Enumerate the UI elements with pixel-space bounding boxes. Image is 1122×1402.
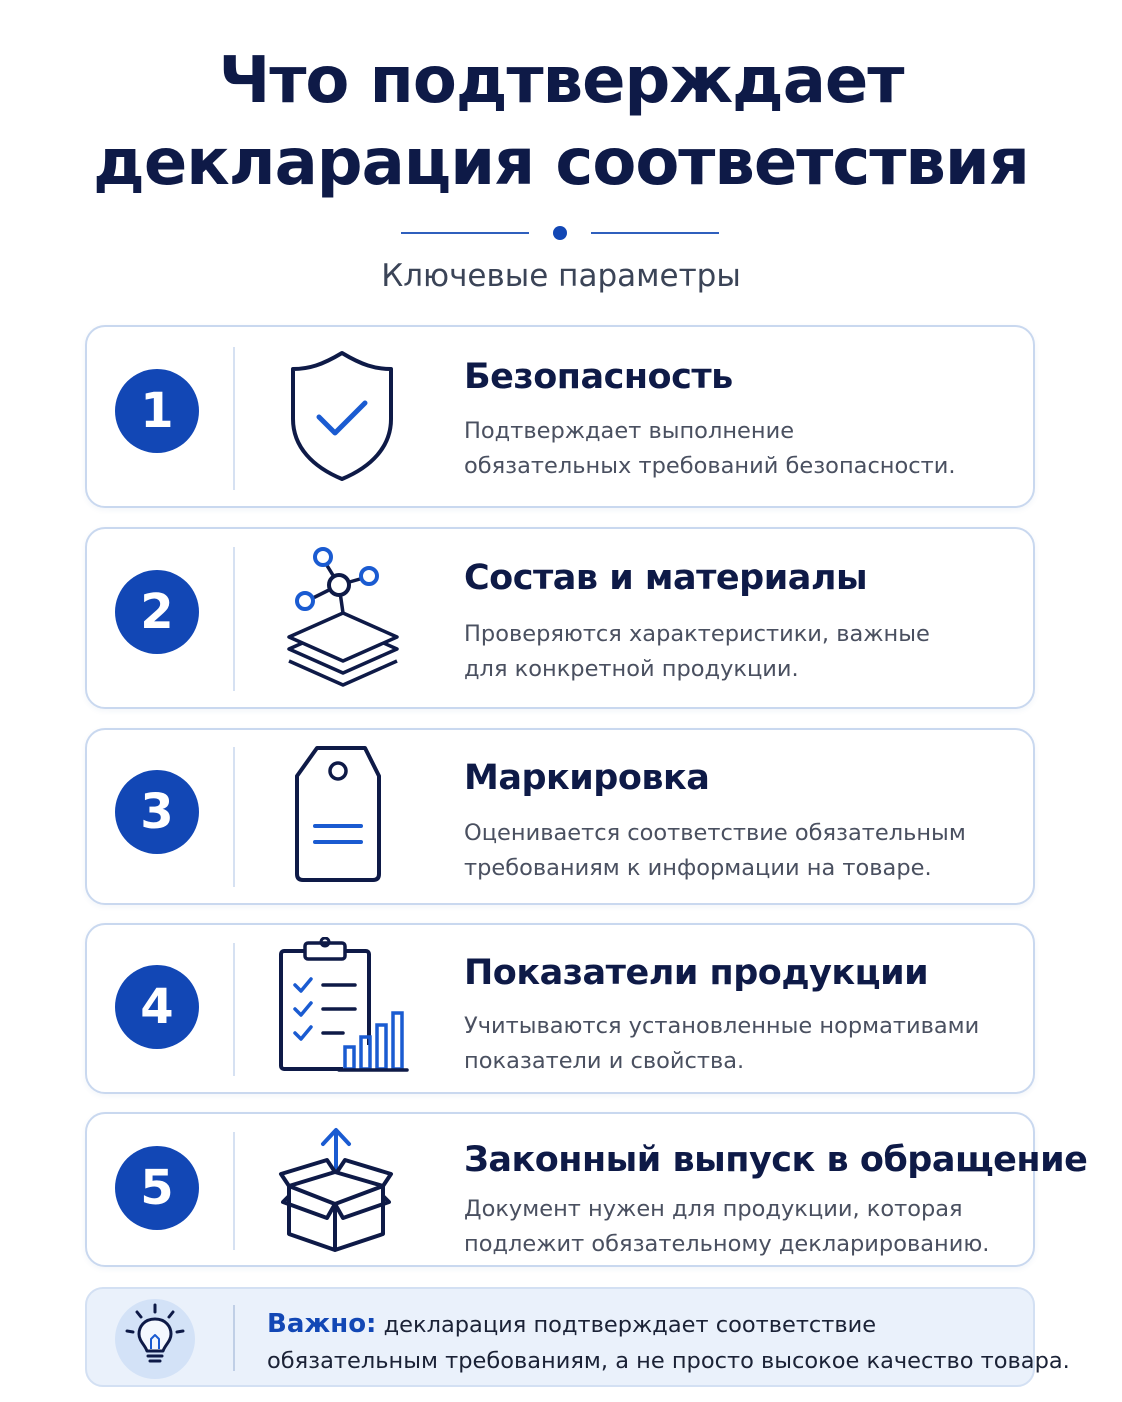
card-description-line-2: обязательных требований безопасности. bbox=[464, 453, 956, 479]
divider-line-left bbox=[401, 232, 529, 234]
card-description-line-1: Подтверждает выполнение bbox=[464, 418, 795, 444]
parameter-card-market-release bbox=[85, 1112, 1088, 1267]
tag-label-icon bbox=[267, 746, 417, 886]
lightbulb-icon bbox=[115, 1299, 195, 1379]
card-description-line-2: подлежит обязательному декларированию. bbox=[464, 1231, 990, 1257]
page-title-line-1: Что подтверждает bbox=[218, 44, 904, 118]
card-description bbox=[464, 816, 1024, 886]
card-description-line-2: для конкретной продукции. bbox=[464, 656, 799, 682]
divider-dot bbox=[553, 226, 567, 240]
card-title: Показатели продукции bbox=[464, 953, 929, 993]
shield-check-icon bbox=[267, 347, 417, 487]
layers-molecule-icon bbox=[267, 545, 417, 695]
card-description-line-1: Учитываются установленные нормативами bbox=[464, 1013, 980, 1039]
card-description bbox=[464, 1192, 1024, 1262]
card-title: Безопасность bbox=[464, 357, 733, 397]
box-upload-icon bbox=[267, 1126, 417, 1256]
item-number-badge: 2 bbox=[115, 570, 199, 654]
card-description-line-1: Документ нужен для продукции, которая bbox=[464, 1196, 963, 1222]
card-separator bbox=[233, 547, 235, 691]
card-title: Законный выпуск в обращение bbox=[464, 1140, 1088, 1180]
card-description bbox=[464, 414, 1024, 484]
card-description-line-2: требованиям к информации на товаре. bbox=[464, 855, 932, 881]
item-number-badge: 4 bbox=[115, 965, 199, 1049]
page-subtitle: Ключевые параметры bbox=[381, 258, 741, 294]
card-title: Состав и материалы bbox=[464, 558, 868, 598]
item-number-badge: 3 bbox=[115, 770, 199, 854]
parameter-card-marking bbox=[85, 728, 1035, 905]
divider-line-right bbox=[591, 232, 719, 234]
important-note bbox=[85, 1287, 1070, 1387]
title-divider bbox=[0, 225, 1122, 241]
card-separator bbox=[233, 943, 235, 1076]
note-separator bbox=[233, 1305, 235, 1371]
card-separator bbox=[233, 1132, 235, 1250]
card-description-line-1: Проверяются характеристики, важные bbox=[464, 621, 930, 647]
parameter-card-indicators bbox=[85, 923, 1035, 1094]
card-separator bbox=[233, 347, 235, 490]
item-number-badge: 1 bbox=[115, 369, 199, 453]
page-title bbox=[0, 40, 1122, 204]
note-text-line-1: декларация подтверждает соответствие bbox=[376, 1312, 877, 1338]
card-separator bbox=[233, 747, 235, 887]
page-title-line-2: декларация соответствия bbox=[93, 126, 1029, 200]
parameter-card-composition bbox=[85, 527, 1035, 709]
card-description bbox=[464, 617, 1024, 687]
clipboard-checklist-icon bbox=[267, 937, 417, 1077]
note-text bbox=[267, 1306, 1070, 1379]
card-description-line-1: Оценивается соответствие обязательным bbox=[464, 820, 966, 846]
card-description-line-2: показатели и свойства. bbox=[464, 1048, 745, 1074]
note-text-line-2: обязательным требованиям, а не просто высокое качество товара. bbox=[267, 1348, 1070, 1374]
item-number-badge: 5 bbox=[115, 1146, 199, 1230]
card-title: Маркировка bbox=[464, 758, 710, 798]
parameter-card-safety bbox=[85, 325, 1035, 508]
note-label: Важно: bbox=[267, 1309, 377, 1339]
card-description bbox=[464, 1009, 1024, 1079]
